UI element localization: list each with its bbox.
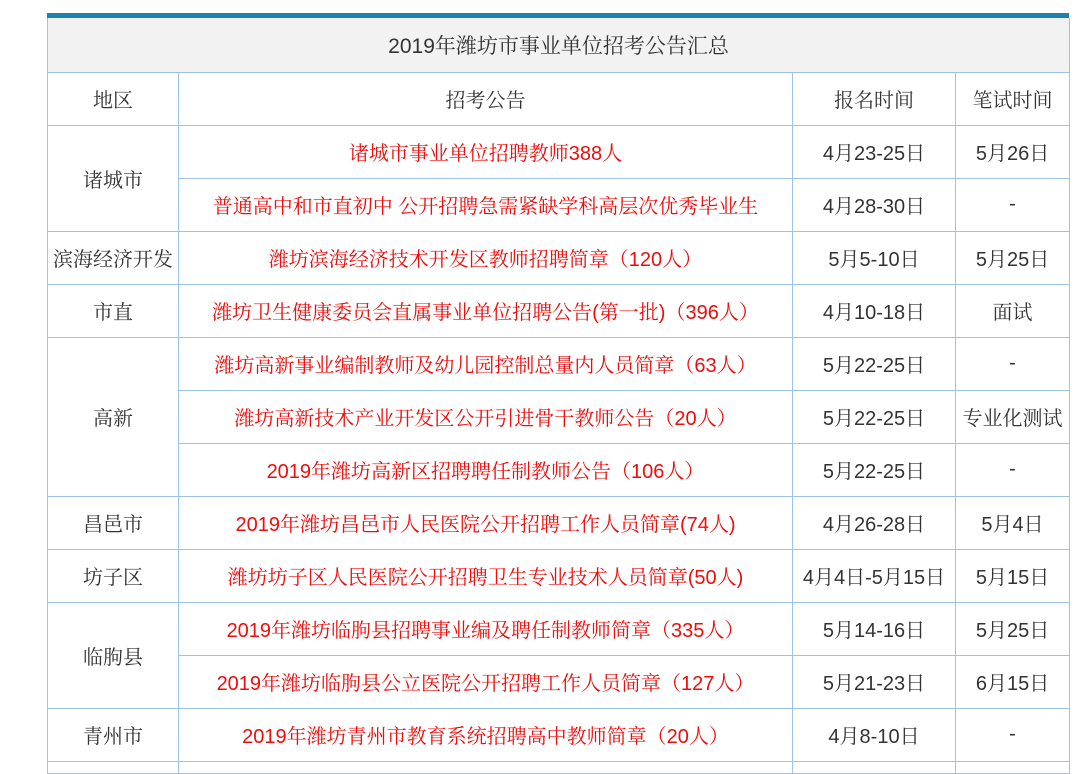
signup-time-cell: 5月22-25日: [793, 390, 956, 443]
written-exam-time-cell: 6月15日: [956, 655, 1070, 708]
announcement-link[interactable]: 2019年潍坊高新区招聘聘任制教师公告（106人）: [266, 461, 705, 483]
table-row: [48, 178, 1070, 231]
table-row: [48, 708, 1070, 761]
written-exam-time-cell: 5月4日: [956, 496, 1070, 549]
column-header: 招考公告: [179, 72, 793, 125]
written-exam-time-cell: -: [956, 443, 1070, 496]
announcement-cell: [179, 178, 793, 231]
signup-time-cell: 4月8-10日: [793, 708, 956, 761]
partial-next-row: [48, 761, 1070, 773]
signup-time-cell: 5月22-25日: [793, 337, 956, 390]
table-row: [48, 390, 1070, 443]
signup-time-cell: 4月4日-5月15日: [793, 549, 956, 602]
announcement-link[interactable]: 潍坊高新技术产业开发区公开引进骨干教师公告（20人）: [234, 408, 737, 430]
signup-time-cell: 5月22-25日: [793, 443, 956, 496]
announcement-cell: [179, 284, 793, 337]
title-row: [48, 18, 1070, 72]
announcement-link[interactable]: 2019年潍坊青州市教育系统招聘高中教师简章（20人）: [242, 726, 729, 748]
table-row: [48, 284, 1070, 337]
region-cell: 临朐县: [48, 602, 179, 708]
table-row: [48, 602, 1070, 655]
announcement-cell: [179, 443, 793, 496]
region-cell: 市直: [48, 284, 179, 337]
announcement-cell: [179, 549, 793, 602]
announcement-cell: [179, 655, 793, 708]
announcement-link[interactable]: 诸城市事业单位招聘教师388人: [348, 143, 623, 165]
column-header: 报名时间: [793, 72, 956, 125]
signup-time-cell: 4月10-18日: [793, 284, 956, 337]
table-row: [48, 496, 1070, 549]
announcement-cell: [179, 708, 793, 761]
written-exam-time-cell: -: [956, 337, 1070, 390]
region-cell: 诸城市: [48, 125, 179, 231]
announcement-link[interactable]: 2019年潍坊临朐县公立医院公开招聘工作人员简章（127人）: [216, 673, 755, 695]
announcement-link[interactable]: 潍坊滨海经济技术开发区教师招聘简章（120人）: [268, 249, 703, 271]
written-exam-time-cell: 面试: [956, 284, 1070, 337]
empty-cell: [793, 761, 956, 773]
written-exam-time-cell: -: [956, 178, 1070, 231]
written-exam-time-cell: 5月25日: [956, 602, 1070, 655]
announcement-cell: [179, 337, 793, 390]
signup-time-cell: 4月28-30日: [793, 178, 956, 231]
table-title: 2019年潍坊市事业单位招考公告汇总: [48, 18, 1070, 72]
column-header: 笔试时间: [956, 72, 1070, 125]
table-row: [48, 337, 1070, 390]
announcement-link[interactable]: 潍坊高新事业编制教师及幼儿园控制总量内人员简章（63人）: [214, 355, 757, 377]
table-row: [48, 231, 1070, 284]
column-header: 地区: [48, 72, 179, 125]
region-cell: 坊子区: [48, 549, 179, 602]
signup-time-cell: 4月26-28日: [793, 496, 956, 549]
announcement-cell: [179, 231, 793, 284]
announcement-cell: [179, 125, 793, 178]
announcement-cell: [179, 496, 793, 549]
table-row: [48, 655, 1070, 708]
announcement-link[interactable]: 2019年潍坊临朐县招聘事业编及聘任制教师简章（335人）: [226, 620, 745, 642]
written-exam-time-cell: 5月15日: [956, 549, 1070, 602]
announcement-cell: [179, 390, 793, 443]
empty-cell: [48, 761, 179, 773]
written-exam-time-cell: 5月26日: [956, 125, 1070, 178]
announcement-link[interactable]: 2019年潍坊昌邑市人民医院公开招聘工作人员简章(74人): [235, 514, 736, 536]
signup-time-cell: 5月5-10日: [793, 231, 956, 284]
region-cell: 高新: [48, 337, 179, 496]
announcement-cell: [179, 602, 793, 655]
region-cell: 滨海经济开发: [48, 231, 179, 284]
announcement-summary-table-wrap: [47, 13, 1069, 774]
column-header-row: [48, 72, 1070, 125]
empty-cell: [179, 761, 793, 773]
empty-cell: [956, 761, 1070, 773]
announcement-link[interactable]: 普通高中和市直初中 公开招聘急需紧缺学科高层次优秀毕业生: [212, 196, 759, 218]
table-row: [48, 549, 1070, 602]
announcement-link[interactable]: 潍坊坊子区人民医院公开招聘卫生专业技术人员简章(50人): [227, 567, 744, 589]
region-cell: 青州市: [48, 708, 179, 761]
region-cell: 昌邑市: [48, 496, 179, 549]
signup-time-cell: 4月23-25日: [793, 125, 956, 178]
table-row: [48, 443, 1070, 496]
written-exam-time-cell: -: [956, 708, 1070, 761]
table-row: [48, 125, 1070, 178]
signup-time-cell: 5月14-16日: [793, 602, 956, 655]
recruitment-table: [47, 18, 1070, 774]
written-exam-time-cell: 5月25日: [956, 231, 1070, 284]
signup-time-cell: 5月21-23日: [793, 655, 956, 708]
written-exam-time-cell: 专业化测试: [956, 390, 1070, 443]
announcement-link[interactable]: 潍坊卫生健康委员会直属事业单位招聘公告(第一批)（396人）: [212, 302, 759, 324]
